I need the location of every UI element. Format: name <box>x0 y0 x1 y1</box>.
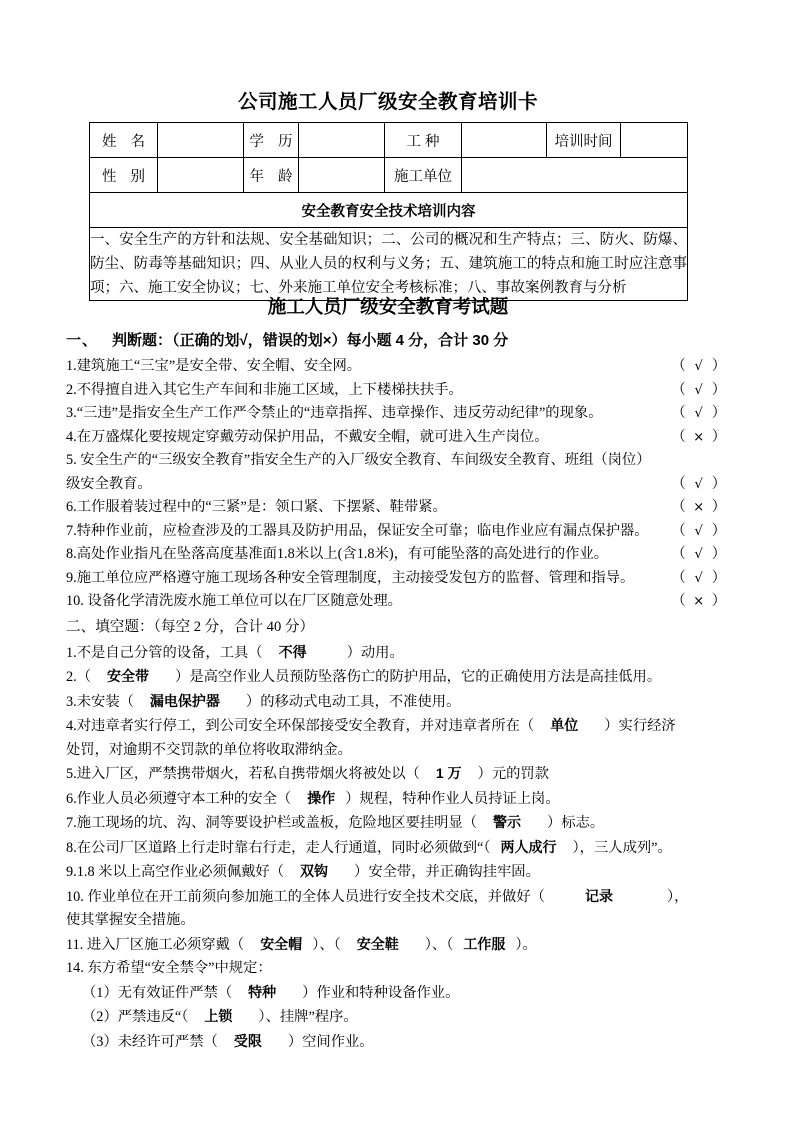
sub-item <box>66 1005 726 1030</box>
tf-answer-mark: × <box>693 594 705 609</box>
fill-suffix: ）标志。 <box>547 815 605 831</box>
label-training-time: 培训时间 <box>547 123 621 158</box>
label-construction-unit: 施工单位 <box>385 158 462 193</box>
tf-question <box>66 426 726 450</box>
field-training-time[interactable] <box>621 123 688 158</box>
tf-answer[interactable]: （ √ ） <box>668 355 726 379</box>
fill-prefix: 11. 进入厂区施工必须穿戴（ <box>66 936 245 953</box>
tf-answer[interactable]: （ √ ） <box>668 402 726 426</box>
tf-answer[interactable]: （ √ ） <box>668 520 726 544</box>
fill-answer[interactable]: 1 万 <box>435 765 462 781</box>
fill-item <box>66 762 726 787</box>
tf-answer[interactable]: （ × ） <box>668 426 726 450</box>
fill-suffix: ）规程，特种作业人员持证上岗。 <box>345 790 560 807</box>
tf-answer-mark: × <box>693 429 705 445</box>
fill-prefix: 1.不是自己分管的设备，工具（ <box>66 644 263 661</box>
tf-question-text: 4.在万盛煤化要按规定穿戴劳动保护用品，不戴安全帽，就可进入生产岗位。 <box>66 428 549 445</box>
sub-item-answer[interactable]: 上锁 <box>204 1008 233 1024</box>
tf-answer[interactable]: （ × ） <box>668 590 726 614</box>
sub-item-suffix: ）作业和特种设备作业。 <box>302 984 460 1001</box>
fill-answer[interactable]: 警示 <box>493 814 522 830</box>
tf-question-text-cont: 级安全教育。 <box>66 475 152 492</box>
tf-answer-mark: √ <box>694 476 703 492</box>
sub-item <box>66 981 726 1006</box>
tf-question <box>66 520 726 544</box>
tf-question <box>66 355 726 379</box>
field-education[interactable] <box>299 123 385 158</box>
trainee-info-table <box>89 122 688 301</box>
tf-question <box>66 449 726 496</box>
fill-prefix: 9.1.8 米以上高空作业必须佩戴好（ <box>66 864 285 880</box>
fill-suffix: ）， <box>666 888 689 905</box>
fill-mid: ）、（ <box>424 936 454 953</box>
fill-suffix: ）是高空作业人员预防坠落伤亡的防护用品，它的正确使用方法是高挂低用。 <box>175 669 662 685</box>
tf-question <box>66 567 726 591</box>
fill-prefix: 7.施工现场的坑、沟、洞等要设护栏或盖板，危险地区要挂明显（ <box>66 815 478 831</box>
fill-suffix: ）安全带，并正确钩挂牢固。 <box>354 864 540 880</box>
fill-answer[interactable]: 安全带 <box>107 668 150 684</box>
fill-item <box>66 641 726 666</box>
tf-answer[interactable]: （ √ ） <box>668 379 726 403</box>
tf-question-text: 9.施工单位应严格遵守施工现场各种安全管理制度，主动接受发包方的监督、管理和指导。 <box>66 569 635 586</box>
sub-item-prefix: （1）无有效证件严禁（ <box>82 984 233 1001</box>
sub-item-answer[interactable]: 特种 <box>248 983 277 1000</box>
label-age: 年 龄 <box>244 158 299 193</box>
label-gender: 性 别 <box>90 158 158 193</box>
fill-suffix: ）元的罚款 <box>477 766 550 782</box>
fill-item <box>66 787 726 812</box>
fill-suffix: ）。 <box>515 936 537 953</box>
section2-heading: 二、填空题：（每空 2 分，合计 40 分） <box>66 618 315 635</box>
field-construction-unit[interactable] <box>462 158 688 193</box>
fill-answer[interactable]: 两人成行 <box>500 838 557 855</box>
fill-prefix: 3.未安装（ <box>66 693 134 710</box>
fill-prefix: 6.作业人员必须遵守本工种的安全（ <box>66 790 292 807</box>
tf-question <box>66 543 726 567</box>
sub-item-prefix: （3）未经许可严禁（ <box>82 1033 218 1050</box>
field-age[interactable] <box>299 158 385 193</box>
tf-question <box>66 402 726 426</box>
fill-answer[interactable]: 工作服 <box>463 935 506 952</box>
tf-answer[interactable]: （ √ ） <box>668 543 726 567</box>
section1-title: 判断题：（正确的划√，错误的划×）每小题 4 分，合计 30 分 <box>112 332 509 349</box>
field-name[interactable] <box>158 123 244 158</box>
table-row <box>90 123 688 158</box>
tf-question-text: 3.“三违”是指安全生产工作严令禁止的“违章指挥、违章操作、违反劳动纪律”的现象。 <box>66 405 603 421</box>
fill-answer[interactable]: 不得 <box>278 643 307 660</box>
tf-answer-mark: √ <box>694 406 703 421</box>
training-content-header: 安全教育安全技术培训内容 <box>90 193 688 228</box>
tf-question-text: 1.建筑施工“三宝”是安全带、安全帽、安全网。 <box>66 358 362 374</box>
tf-question-text: 6.工作服着装过程中的“三紧”是：领口紧、下摆紧、鞋带紧。 <box>66 499 447 515</box>
fill-item: 14. 东方希望“安全禁令”中规定： <box>66 960 272 976</box>
tf-answer[interactable]: （ √ ） <box>668 567 726 591</box>
table-row <box>90 158 688 193</box>
tf-answer[interactable]: （ × ） <box>668 496 726 520</box>
fill-mid: ）、（ <box>312 936 341 953</box>
tf-question-text: 8.高处作业指凡在坠落高度基准面1.8米以上(含1.8米)，有可能坠落的高处进行的作业。 <box>66 546 609 562</box>
fill-prefix: 4.对违章者实行停工，到公司安全环保部接受安全教育，并对违章者所在（ <box>66 718 535 734</box>
fill-item-cont: 处罚，对逾期不交罚款的单位将收取滞纳金。 <box>66 741 352 758</box>
exam-body <box>66 327 726 1054</box>
fill-item <box>66 860 726 885</box>
fill-prefix: 8.在公司厂区道路上行走时靠右行走，走人行通道，同时必须做到“（ <box>66 839 491 856</box>
training-content-text: 一、安全生产的方针和法规、安全基础知识；二、公司的概况和生产特点；三、防火、防爆、防尘、防毒等基础知识；四、从业人员的权利与义务；五、建筑施工的特点和施工时应注意事项；六、施工安全协议；七、外来施工单位安全考核标准；八、事故案例教育与分析 <box>90 228 688 301</box>
sub-item-prefix: （2）严禁违反“（ <box>82 1009 189 1025</box>
fill-suffix: ）实行经济 <box>604 718 676 734</box>
section1-number: 一、 <box>66 332 99 349</box>
fill-item-cont: 使其掌握安全措施。 <box>66 912 195 928</box>
field-job-type[interactable] <box>462 123 547 158</box>
fill-suffix: ），三人成列”。 <box>572 839 672 856</box>
field-gender[interactable] <box>158 158 244 193</box>
fill-prefix: 5.进入厂区，严禁携带烟火，若私自携带烟火将被处以（ <box>66 766 420 782</box>
tf-question <box>66 496 726 520</box>
tf-answer-mark: √ <box>694 570 703 586</box>
fill-item <box>66 933 726 958</box>
fill-item <box>66 885 726 910</box>
label-job-type: 工 种 <box>385 123 462 158</box>
fill-answer[interactable]: 操作 <box>307 789 336 806</box>
tf-question-text: 10. 设备化学清洗废水施工单位可以在厂区随意处理。 <box>66 593 402 609</box>
fill-answer[interactable]: 安全帽 <box>260 935 303 952</box>
fill-answer[interactable]: 单位 <box>550 717 579 733</box>
fill-item <box>66 714 726 739</box>
page-title: 公司施工人员厂级安全教育培训卡 <box>237 91 538 113</box>
sub-item <box>66 1030 726 1055</box>
fill-suffix: ）动用。 <box>346 644 404 661</box>
label-education: 学 历 <box>244 123 299 158</box>
table-row <box>90 193 688 228</box>
tf-answer-mark: √ <box>694 547 703 562</box>
fill-answer[interactable]: 双钩 <box>300 863 329 879</box>
fill-item <box>66 836 726 861</box>
section1-heading <box>66 327 726 355</box>
fill-item <box>66 665 726 690</box>
tf-question <box>66 590 726 614</box>
table-row <box>90 228 688 301</box>
fill-prefix: 2.（ <box>66 669 92 685</box>
tf-answer-mark: √ <box>694 359 703 374</box>
tf-answer[interactable]: （ √ ） <box>668 473 726 497</box>
sub-item-answer[interactable]: 受限 <box>233 1032 262 1049</box>
fill-item <box>66 690 726 715</box>
tf-answer-mark: √ <box>694 523 703 539</box>
fill-item <box>66 811 726 836</box>
fill-suffix: ）的移动式电动工具，不准使用。 <box>245 693 461 710</box>
tf-question-text: 5. 安全生产的“三级安全教育”指安全生产的入厂级安全教育、车间级安全教育、班组（岗位） <box>66 452 651 468</box>
tf-question-text: 2.不得擅自进入其它生产车间和非施工区域，上下楼梯扶扶手。 <box>66 381 463 398</box>
tf-answer-mark: × <box>693 500 705 515</box>
fill-answer[interactable]: 安全鞋 <box>356 935 399 952</box>
fill-prefix: 10. 作业单位在开工前须向参加施工的全体人员进行安全技术交底，并做好（ <box>66 888 545 905</box>
fill-answer[interactable]: 记录 <box>584 887 613 904</box>
tf-answer-mark: √ <box>694 382 703 398</box>
sub-item-suffix: ）、挂牌”程序。 <box>258 1009 358 1025</box>
label-name: 姓 名 <box>90 123 158 158</box>
tf-question <box>66 379 726 403</box>
tf-question-text: 7.特种作业前，应检查涉及的工器具及防护用品，保证安全可靠；临电作业应有漏点保护器。 <box>66 522 649 539</box>
sub-item-suffix: ）空间作业。 <box>287 1033 374 1050</box>
exam-title: 施工人员厂级安全教育考试题 <box>267 296 509 317</box>
fill-answer[interactable]: 漏电保护器 <box>149 692 220 709</box>
